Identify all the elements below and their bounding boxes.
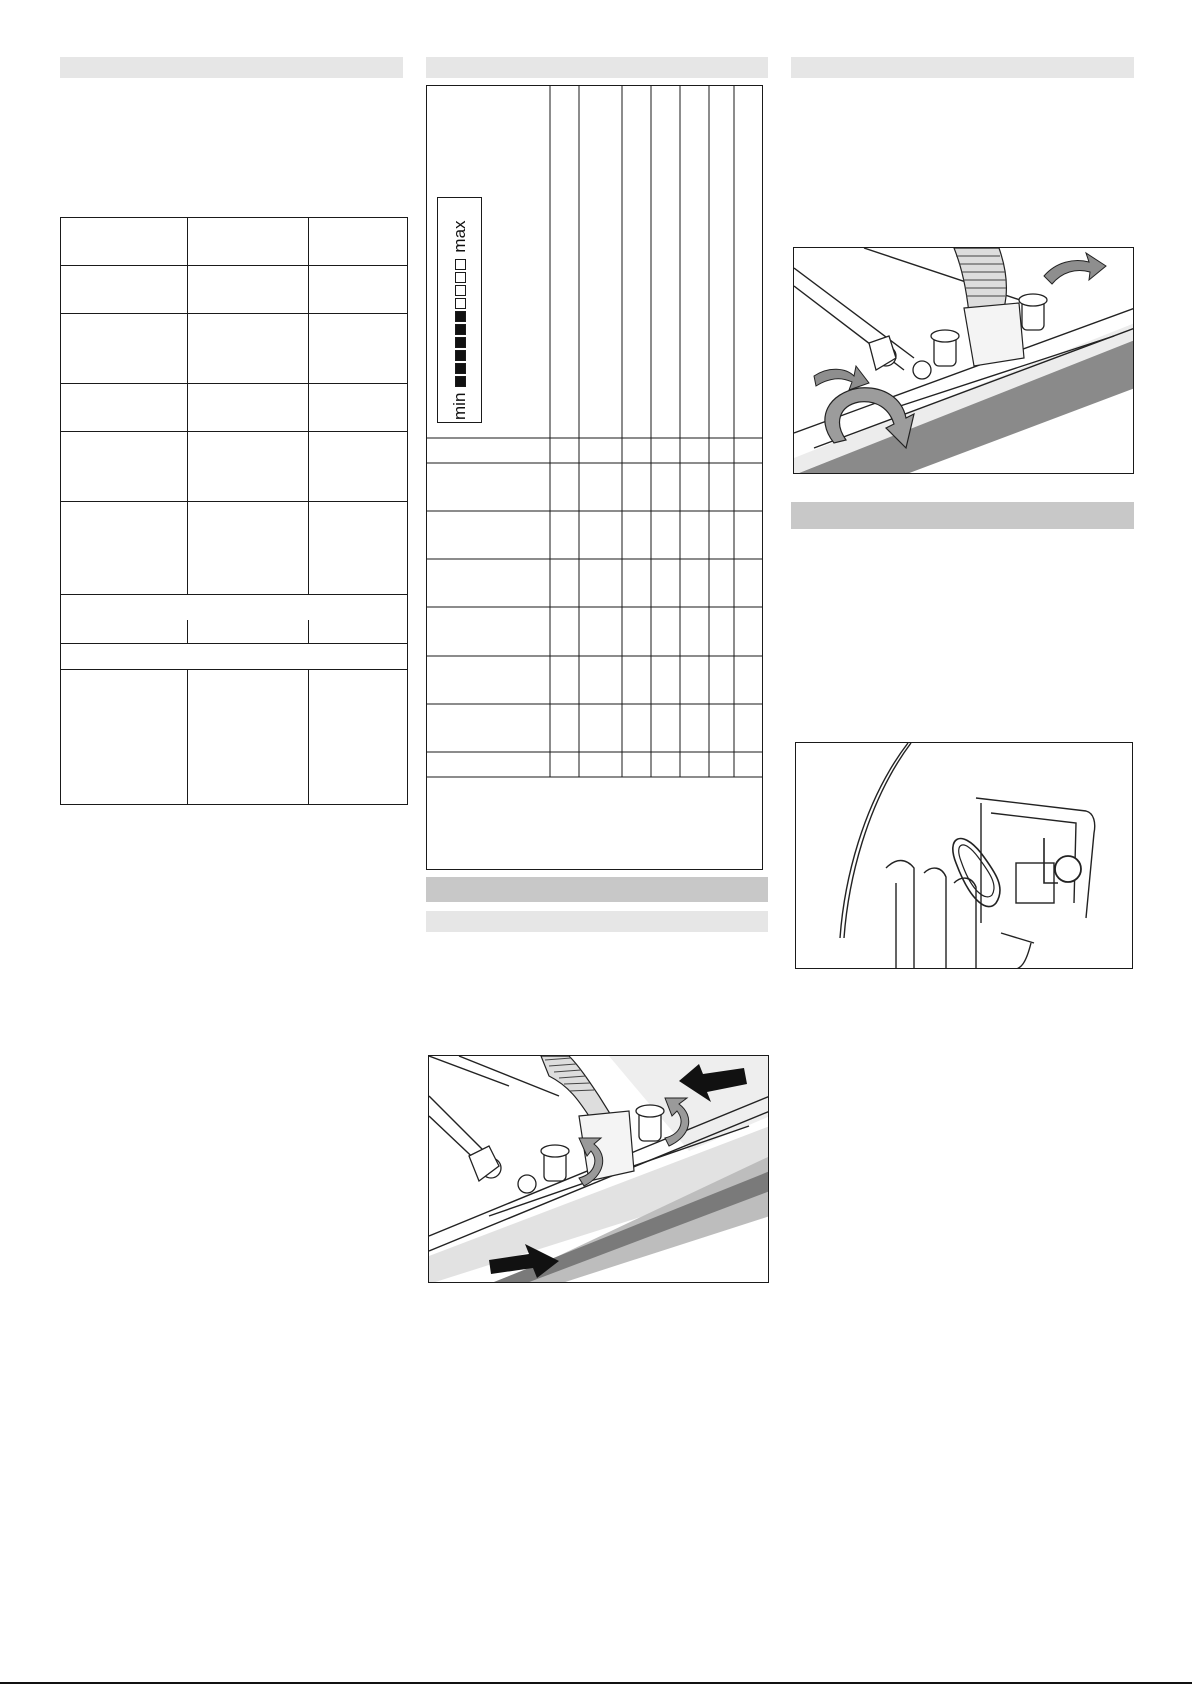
table-border — [60, 217, 408, 805]
section-header-bar-middle-dark — [426, 877, 768, 902]
row-divider — [60, 669, 408, 670]
figure-squeegee-rotate — [793, 247, 1134, 474]
row-divider — [60, 265, 408, 266]
row-divider — [60, 383, 408, 384]
column-divider — [308, 217, 309, 594]
row-divider — [60, 313, 408, 314]
scale-segment-filled — [454, 350, 465, 361]
figure-handle-detail — [795, 742, 1133, 969]
row-divider — [60, 643, 408, 644]
intensity-scale-rotated — [445, 200, 475, 420]
scale-segment-filled — [454, 376, 465, 387]
column-divider — [187, 669, 188, 805]
section-header-bar-right — [791, 57, 1134, 78]
page-footer-line — [0, 1682, 1192, 1684]
section-header-bar-middle — [426, 57, 768, 78]
scale-segment-empty — [454, 272, 465, 283]
scale-segment-filled — [454, 363, 465, 374]
scale-segment-filled — [454, 311, 465, 322]
scale-segment-empty — [454, 298, 465, 309]
scale-segments — [454, 259, 465, 387]
scale-min-label: min — [449, 392, 469, 420]
column-divider — [187, 217, 188, 594]
row-divider — [60, 594, 408, 595]
maintenance-table — [426, 85, 763, 870]
scale-segment-empty — [454, 285, 465, 296]
figure-squeegee-adjust — [428, 1055, 769, 1283]
full-width-row — [61, 644, 407, 669]
scale-segment-filled — [454, 324, 465, 335]
subsection-header-bar-middle — [426, 911, 768, 932]
section-header-bar-left — [60, 57, 403, 78]
scale-segment-filled — [454, 337, 465, 348]
row-divider — [60, 431, 408, 432]
section-header-bar-right-dark — [791, 502, 1134, 529]
intensity-scale-box — [437, 197, 482, 423]
specification-table — [60, 217, 408, 805]
row-divider — [60, 501, 408, 502]
scale-max-label: max — [449, 220, 469, 253]
scale-segment-empty — [454, 259, 465, 270]
